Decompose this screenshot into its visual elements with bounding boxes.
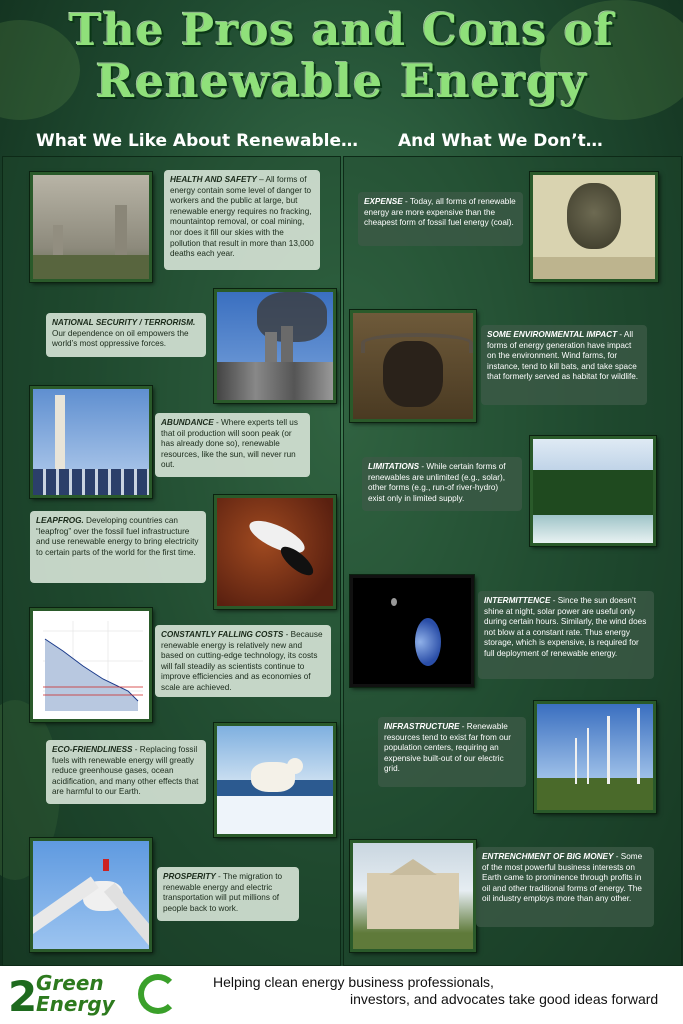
page-title — [0, 6, 683, 106]
pro-text: - The migration to renewable energy and electric transportation will put millions of people back to work. — [163, 872, 283, 913]
con-text: - Since the sun doesn’t shine at night, solar power are useful only during certain hours. Similarly, the wind does not blow at a constant rate. Thus energy storage, which is expensive, is required for full deployment of renewable energy. — [484, 596, 647, 658]
tagline-line-2: investors, and advocates take good ideas forward — [350, 991, 659, 1007]
con-heading: EXPENSE — [364, 197, 403, 206]
con-limitations — [362, 457, 522, 511]
pro-text: – All forms of energy contain some level of danger to workers and the public at large, but renewable energy requires no fracking, mountaintop removal, or coal mining, nor does it fill our skies with the pollution that result in more than 13,000 deaths each year. — [170, 175, 314, 259]
pro-heading: HEALTH AND SAFETY — [170, 175, 257, 184]
pro-abundance — [155, 413, 310, 477]
smog-city-photo — [30, 172, 152, 282]
pro-heading: NATIONAL SECURITY / TERRORISM. — [52, 318, 196, 327]
solar-tower-photo — [30, 386, 152, 498]
con-text: - Some of the most powerful business interests on Earth came to prominence through profits in oil and other traditional forms of energy. The oil industry employs more than any other. — [482, 852, 643, 904]
pro-prosperity — [157, 867, 299, 921]
pro-heading: ABUNDANCE — [161, 418, 214, 427]
con-heading: SOME ENVIRONMENTAL IMPACT — [487, 330, 618, 339]
pro-falling-costs — [155, 625, 331, 697]
con-text: - Today, all forms of renewable energy are more expensive than the cheapest form of fossil fuel energy (coal). — [364, 197, 516, 228]
mansion-photo — [350, 840, 476, 952]
con-text: - While certain forms of renewables are unlimited (e.g., solar), other forms (e.g., run-of river-hydro) exist only in limited supply. — [368, 462, 506, 503]
logo-line-1: Green — [36, 971, 104, 995]
polar-bear-photo — [214, 723, 336, 837]
twin-towers-photo — [214, 289, 336, 403]
pro-text: Developing countries can “leapfrog” over the fossil fuel infrastructure and use renewable energy to bring electricity to certain parts of the world for the first time. — [36, 516, 199, 557]
wind-turbine-worker-photo — [30, 838, 152, 952]
cape-buffalo-photo — [350, 310, 476, 422]
pro-national-security — [46, 313, 206, 357]
pro-heading: PROSPERITY — [163, 872, 216, 881]
pros-heading: What We Like About Renewable… — [36, 131, 359, 151]
recycle-arrows-icon — [138, 974, 178, 1014]
title-line-2: Renewable Energy — [95, 54, 588, 108]
con-environmental-impact — [481, 325, 647, 405]
title-line-1: The Pros and Cons of — [68, 5, 615, 56]
con-heading: INFRASTRUCTURE — [384, 722, 460, 731]
poison-frog-photo — [214, 495, 336, 609]
pro-text: - Replacing fossil fuels with renewable energy will greatly reduce greenhouse gases, ocean acidification, and many other effects that are harmful to our Earth. — [52, 745, 199, 797]
wind-farm-photo — [534, 701, 656, 813]
cost-chart-graphic — [33, 611, 149, 719]
con-text: - All forms of energy generation have impact on the environment. Wind farms, for instance, tend to kill bats, and take space that formerly served as habitat for wildlife. — [487, 330, 639, 382]
pro-text: Our dependence on oil empowers the world’s most oppressive forces. — [52, 328, 189, 349]
logo-line-2: Energy — [36, 992, 115, 1016]
cons-heading: And What We Don’t… — [398, 131, 603, 151]
earth-and-moon-photo — [350, 575, 474, 687]
con-expense — [358, 192, 523, 246]
logo-wordmark — [36, 973, 115, 1015]
pro-heading: LEAPFROG. — [36, 516, 84, 525]
pro-heading: CONSTANTLY FALLING COSTS — [161, 630, 284, 639]
logo-number: 2 — [8, 972, 38, 1021]
con-heading: LIMITATIONS — [368, 462, 420, 471]
pro-heading: ECO-FRIENDLINESS — [52, 745, 133, 754]
con-heading: INTERMITTENCE — [484, 596, 551, 605]
con-big-money — [476, 847, 654, 927]
pro-health-safety — [164, 170, 320, 270]
con-text: - Renewable resources tend to exist far from our population centers, requiring an expensive built-out of our electric grid. — [384, 722, 511, 774]
pro-text: - Where experts tell us that oil production will soon peak (or has already done so), renewable resources, like the sun, will never run out. — [161, 418, 298, 470]
pro-eco-friendliness — [46, 740, 206, 804]
pro-leapfrog — [30, 511, 206, 583]
con-infrastructure — [378, 717, 526, 787]
tagline-line-1: Helping clean energy business professionals, — [213, 974, 494, 990]
five-dollar-bill-photo — [530, 172, 658, 282]
con-heading: ENTRENCHMENT OF BIG MONEY — [482, 852, 614, 861]
pro-text: - Because renewable energy is relatively new and based on cutting-edge technology, its costs will fall steadily as scientists continue to improve efficiencies and as economies of scale are achieved. — [161, 630, 323, 692]
forest-river-photo — [530, 436, 656, 546]
production-cost-chart-image — [30, 608, 152, 722]
con-intermittence — [478, 591, 654, 679]
